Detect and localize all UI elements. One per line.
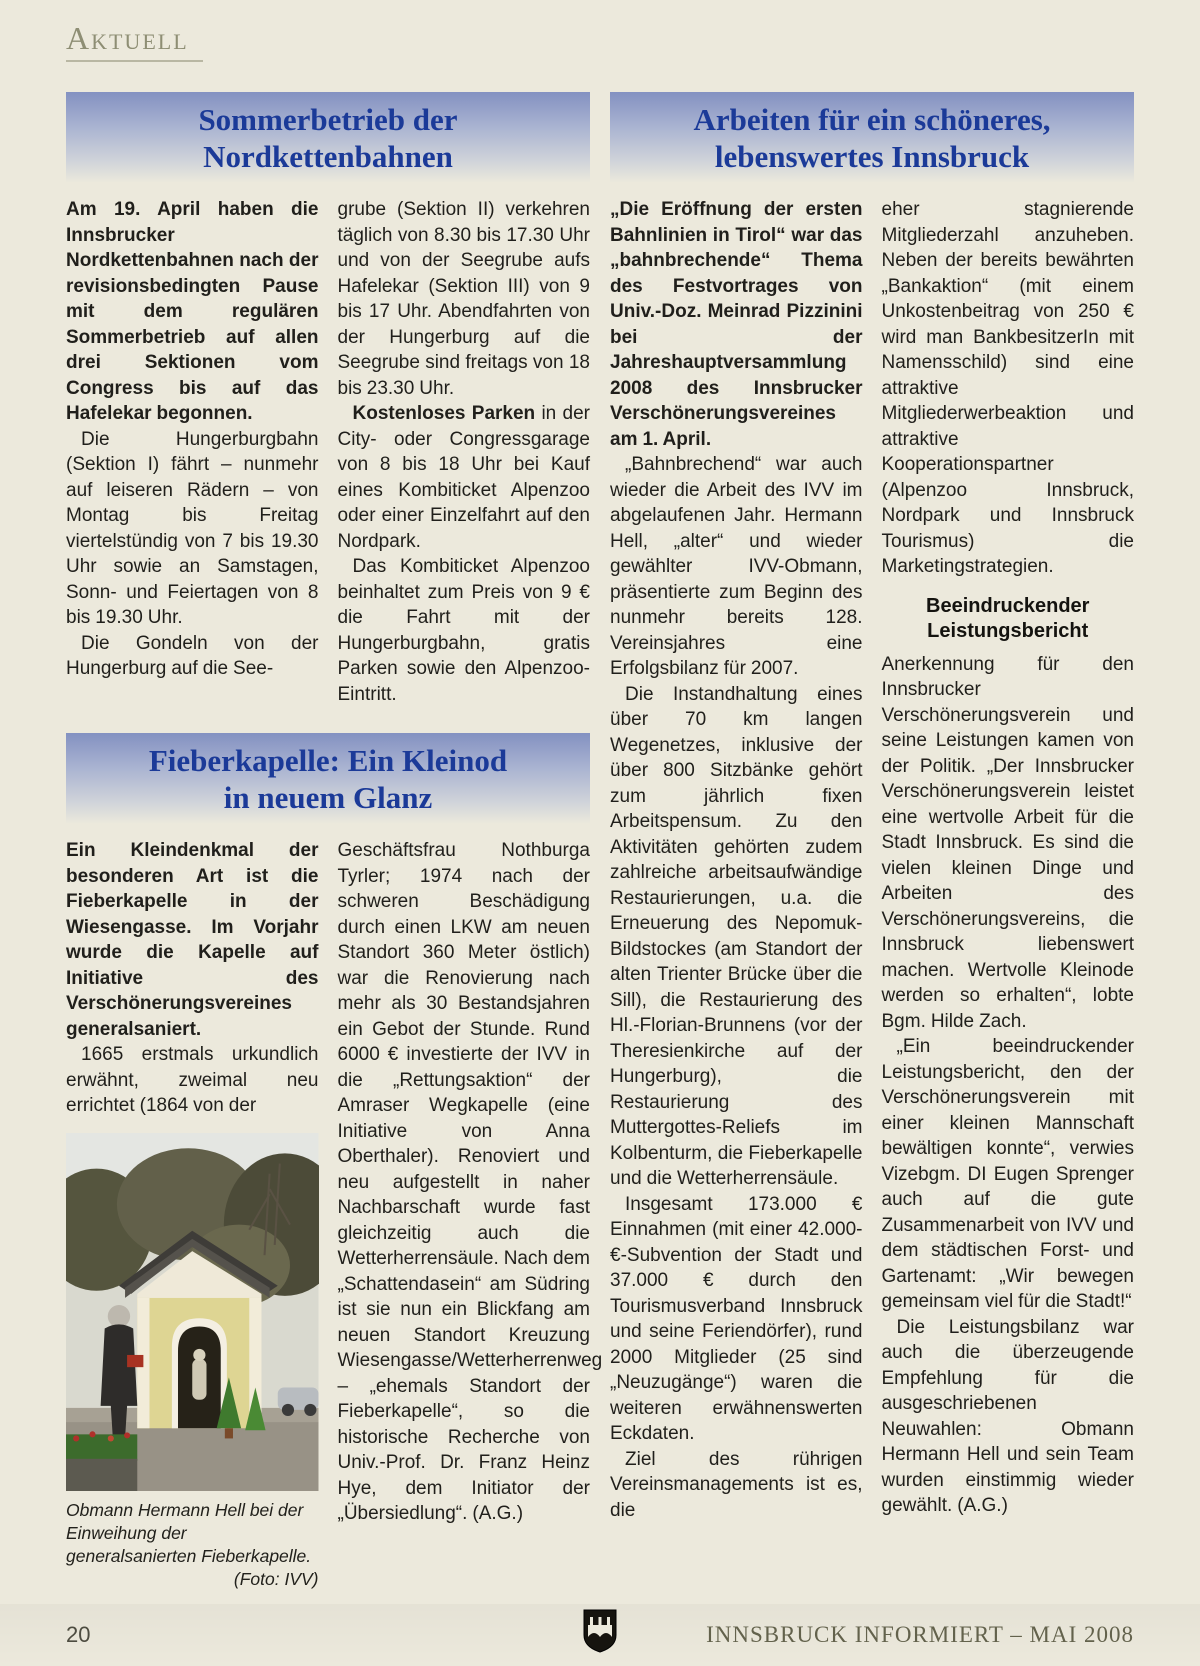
article-fieberkapelle [66, 733, 603, 1591]
article-title-line1: Fieberkapelle: Ein Kleinod [148, 743, 508, 779]
paragraph: 1665 erstmals urkundlich erwähnt, zweimal neu errichtet (1864 von der [66, 1044, 319, 1117]
page-number: 20 [66, 1622, 91, 1647]
magazine-title: INNSBRUCK INFORMIERT – MAI 2008 [706, 1622, 1134, 1647]
paragraph: grube (Sektion II) verkehren täglich von 8.30 bis 17.30 Uhr und von der Seegrube aufs Hafelekar (Sektion III) von 9 bis 17 Uhr. Abendfahrten von der Hungerburg auf die Seegrube sind freitags von 18 bis 23.30 Uhr. [337, 199, 590, 399]
paragraph: „Bahnbrechend“ war auch wieder die Arbeit des IVV im abgelaufenen Jahr. Hermann Hell, „alter“ und wieder gewählter IVV-Obmann, präsentierte zum Beginn des nunmehr bereits 128. Vereinsjahres eine Erfolgsbilanz für 2007. [610, 454, 863, 680]
paragraph [338, 401, 591, 554]
article-title-line1: Arbeiten für ein schöneres, [693, 102, 1051, 137]
photo-caption [66, 1499, 319, 1590]
paragraph: „Ein beeindruckender Leistungsbericht, den der Verschönerungsverein mit einer kleinen Mannschaft bewältigen konnte“, verwies Vizebgm. DI Eugen Sprenger auch auf die gute Zusammenarbeit von IVV und dem städtischen Forst- und Gartenamt: „Wir bewegen gemeinsam viel für die Stadt!“ [881, 1036, 1134, 1313]
paragraph: Die Hungerburgbahn (Sektion I) fährt – nunmehr auf leiseren Rädern – von Montag bis Freitag viertelstündig von 7 bis 19.30 Uhr sowie an Samstagen, Sonn- und Feiertagen von 8 bis 19.30 Uhr. [66, 428, 319, 629]
column-1 [610, 197, 863, 1523]
article-header [66, 733, 590, 824]
column-1 [66, 838, 319, 1591]
article-spacer [66, 707, 590, 733]
left-half [66, 92, 603, 1591]
chapel-photo [66, 1133, 319, 1491]
bold-lead-in: Kostenloses Parken [352, 403, 536, 425]
column-1 [66, 197, 319, 707]
column-2 [338, 197, 591, 707]
paragraph: Die Instandhaltung eines über 70 km langen Wegenetzes, inklusive der über 800 Sitzbänke gehört zum jährlich fixen Arbeitspensum. Zu den Aktivitäten gehörten zudem zahlreiche arbeitsaufwändige Restaurierungen, u.a. die Erneuerung des Nepomuk-Bildstockes (am Standort der alten Trienter Brücke über die Sill), die Restaurierung des Hl.-Florian-Brunnens (vor der Theresienkirche auf der Hungerburg), die Restaurierung des Muttergottes-Reliefs im Kolbenturm, die Fieberkapelle und die Wetterherrensäule. [610, 683, 863, 1190]
article-title-line2: in neuem Glanz [223, 779, 433, 815]
paragraph-rest: in der City- oder Congressgarage von 8 bis 18 Uhr bei Kauf eines Kombiticket Alpenzoo oder einer Einzelfahrt auf den Nordpark. [337, 403, 590, 552]
section-kicker-wrap [66, 22, 1134, 62]
lead-paragraph: Ein Kleindenkmal der besonderen Art ist die Fieberkapelle in der Wiesengasse. Im Vorjahr wurde die Kapelle auf Initiative des Verschönerungsvereines generalsaniert. [66, 840, 319, 1040]
article-nordkettenbahnen [66, 92, 590, 707]
section-kicker: Aktuell [66, 22, 203, 62]
column-2 [882, 197, 1135, 1523]
page-content [66, 92, 1134, 1591]
paragraph: Das Kombiticket Alpenzoo beinhaltet zum Preis von 9 € die Fahrt mit der Hungerburgbahn, gratis Parken sowie den Alpenzoo-Eintritt. [337, 556, 590, 705]
article-header [610, 92, 1134, 183]
article-columns [66, 197, 590, 707]
article-columns [66, 838, 603, 1591]
right-half [610, 92, 1134, 1591]
paragraph: Die Leistungsbilanz war auch die überzeugende Empfehlung für die ausgeschriebenen Neuwahlen: Obmann Hermann Hell und sein Team wurden einstimmig wieder gewählt. (A.G.) [881, 1316, 1134, 1517]
paragraph: Anerkennung für den Innsbrucker Verschönerungsverein und seine Leistungen kamen von der Politik. „Der Innsbrucker Verschönerungsverein leistet eine wertvolle Arbeit für die Stadt Innsbruck. Es sind die vielen kleinen Dinge und Arbeiten des Verschönerungsvereins, die Innsbruck liebenswert machen. Wertvolle Kleinode werden so erhalten“, lobte Bgm. Hilde Zach. [881, 653, 1134, 1032]
lead-paragraph: Am 19. April haben die Innsbrucker Nordkettenbahnen nach der revisionsbedingten Pause mit dem regulären Sommerbetrieb auf allen drei Sektionen vom Congress bis auf das Hafelekar begonnen. [66, 199, 319, 425]
paragraph: Die Gondeln von der Hungerburg auf die See- [66, 632, 319, 680]
caption-text: Obmann Hermann Hell bei der Einweihung der generalsanierten Fieberkapelle. [66, 1500, 312, 1567]
column-2 [337, 838, 603, 1591]
article-columns [610, 197, 1134, 1523]
paragraph: eher stagnierende Mitgliederzahl anzuheben. Neben der bereits bewährten „Bankaktion“ (mit einem Unkostenbeitrag von 250 € wird man BankbesitzerIn mit Namensschild) sind eine attraktive Mitgliederwerbeaktion und attraktive Kooperationspartner (Alpenzoo Innsbruck, Nordpark und Innsbruck Tourismus) die Marketingstrategien. [881, 199, 1134, 578]
article-header [66, 92, 590, 183]
lead-paragraph: „Die Eröffnung der ersten Bahnlinien in Tirol“ war das „bahnbrechende“ Thema des Festvortrages von Univ.-Doz. Meinrad Pizzinini bei der Jahreshauptversammlung 2008 des Innsbrucker Verschönerungsvereines am 1. April. [610, 199, 863, 450]
paragraph: Insgesamt 173.000 € Einnahmen (mit einer 42.000-€-Subvention der Stadt und 37.000 € durch den Tourismusverband Innsbruck und seine Feriendörfer), rund 2000 Mitglieder (25 sind „Neuzugänge“) waren die weiteren erwähnenswerten Eckdaten. [610, 1193, 863, 1445]
article-verschoenerungsverein [610, 92, 1134, 1523]
article-title-line1: Sommerbetrieb der [198, 102, 458, 137]
article-title-line2: lebenswertes Innsbruck [714, 138, 1030, 174]
paragraph: Geschäftsfrau Nothburga Tyrler; 1974 nach der schweren Beschädigung durch einen LKW am neuen Standort 360 Meter östlich) war die Renovierung nach mehr als 30 Bestandsjahren ein Gebot der Stunde. Rund 6000 € investierte der IVV in die „Rettungsaktion“ der Amraser Wegkapelle (eine Initiative von Anna Oberthaler). Renoviert und neu aufgestellt in naher Nachbarschaft wurde fast gleichzeitig auch die Wetterherrensäule. Nach dem „Schattendasein“ am Südring ist sie nun ein Blickfang am neuen Standort Kreuzung Wiesengasse/Wetterherrenweg – „ehemals Standort der Fieberkapelle“, so die historische Recherche von Univ.-Prof. Dr. Franz Heinz Hye, dem Initiator der „Übersiedlung“. (A.G.) [337, 840, 603, 1525]
article-title-line2: Nordkettenbahnen [203, 138, 453, 174]
subheading: Beeindruckender Leistungsbericht [926, 594, 1090, 642]
innsbruck-crest-icon [583, 1609, 617, 1658]
page-footer [0, 1604, 1200, 1666]
photo-credit: (Foto: IVV) [233, 1569, 319, 1590]
paragraph: Ziel des rührigen Vereinsmanagements ist es, die [610, 1448, 863, 1521]
chapel-photo-illustration [66, 1133, 319, 1491]
